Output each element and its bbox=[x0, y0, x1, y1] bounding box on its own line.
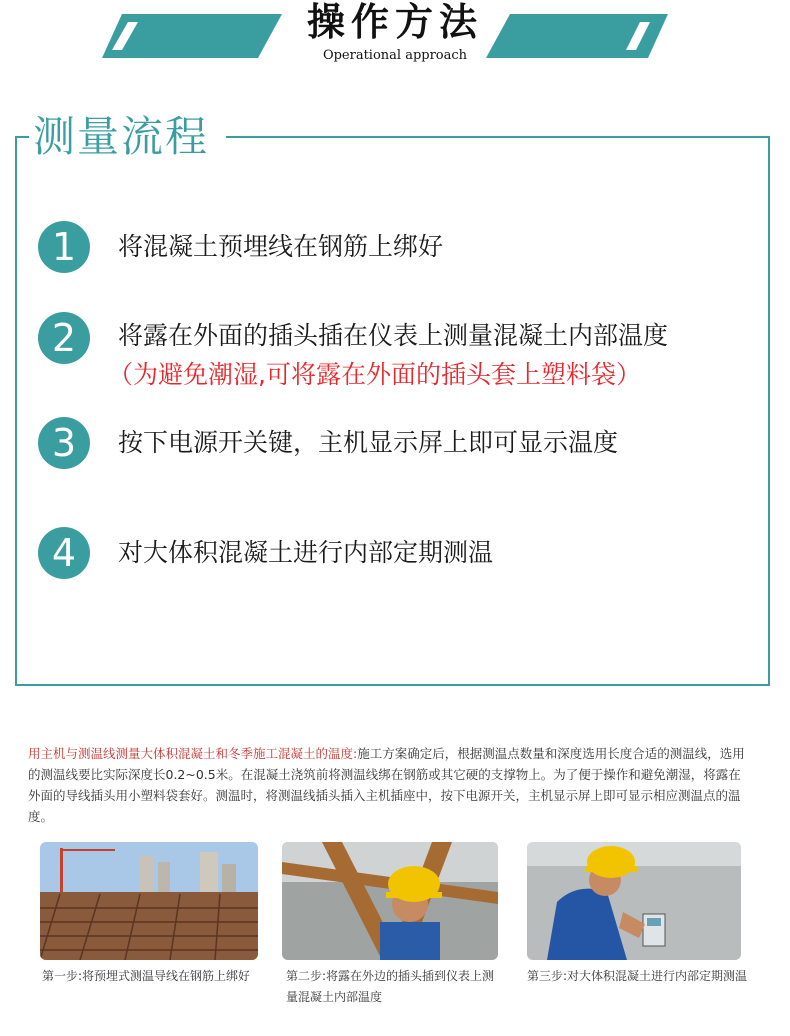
description-body: 施工方案确定后，根据测温点数量和深度选用长度合适的测温线，选用的测温线要比实际深度长0.2~0.5米。在混凝土浇筑前将测温线绑在钢筋或其它硬的支撑物上。为了便于操作和避免潮湿，将露在外面的导线插头用小塑料袋套好。测温时，将测温线插头插入主机插座中，按下电源开关，主机显示屏上即可显示相应测温点的温度。 bbox=[28, 746, 745, 824]
page-title: 操作方法 bbox=[306, 0, 483, 44]
step-number-1: 1 bbox=[38, 221, 90, 273]
description-paragraph bbox=[28, 743, 753, 827]
photo-caption-1: 第一步:将预埋式测温导线在钢筋上绑好 bbox=[42, 969, 251, 983]
step-number-3: 3 bbox=[38, 417, 90, 469]
step-text-4: 对大体积混凝土进行内部定期测温 bbox=[118, 538, 494, 567]
photo-rebar-site bbox=[40, 842, 258, 960]
photo-worker-plug bbox=[282, 842, 498, 960]
step-note-2: （为避免潮湿,可将露在外面的插头套上塑料袋） bbox=[108, 360, 641, 389]
process-heading: 测量流程 bbox=[33, 112, 210, 161]
step-text-3: 按下电源开关键，主机显示屏上即可显示温度 bbox=[118, 428, 619, 457]
page-subtitle: Operational approach bbox=[322, 48, 468, 63]
step-number-4: 4 bbox=[38, 527, 90, 579]
step-number-2: 2 bbox=[38, 312, 90, 364]
step-text-1: 将混凝土预埋线在钢筋上绑好 bbox=[118, 232, 444, 261]
header-banner bbox=[0, 0, 790, 70]
photo-caption-2: 第二步:将露在外边的插头插到仪表上测量混凝土内部温度 bbox=[286, 969, 495, 1004]
photo-caption-3: 第三步:对大体积混凝土进行内部定期测温 bbox=[527, 969, 748, 983]
photo-worker-measuring bbox=[527, 842, 741, 960]
description-highlight: 用主机与测温线测量大体积混凝土和冬季施工混凝土的温度: bbox=[28, 746, 358, 761]
process-box bbox=[15, 136, 770, 686]
step-text-2: 将露在外面的插头插在仪表上测量混凝土内部温度 bbox=[118, 321, 669, 350]
